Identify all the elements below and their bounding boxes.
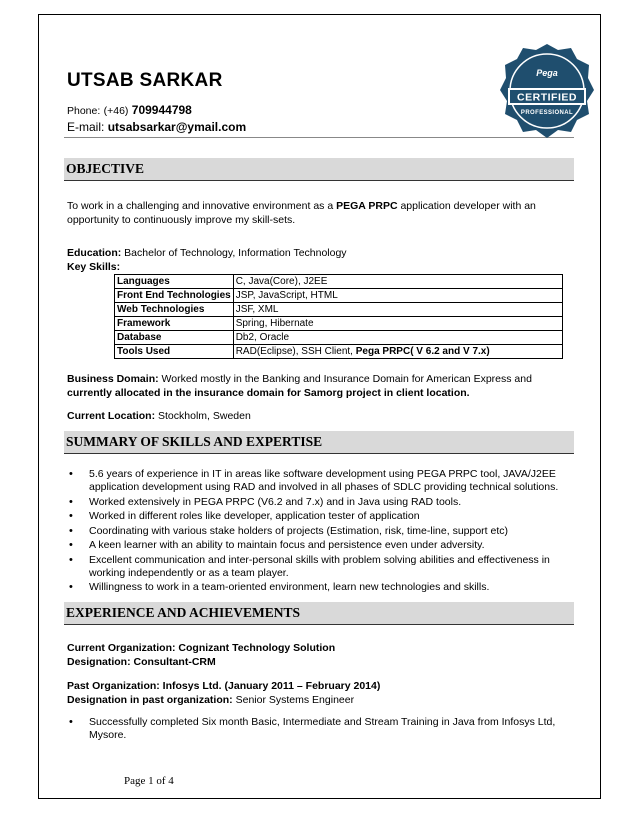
skill-value: JSP, JavaScript, HTML — [233, 289, 562, 303]
email-line — [67, 120, 246, 134]
list-item: • Worked extensively in PEGA PRPC (V6.2 and 7.x) and in Java using RAD tools. — [67, 496, 572, 509]
badge-subtitle: PROFESSIONAL — [520, 110, 574, 116]
table-row — [115, 275, 563, 289]
experience-heading: EXPERIENCE AND ACHIEVEMENTS — [64, 602, 574, 625]
phone-line — [67, 103, 192, 117]
table-row — [115, 345, 563, 359]
list-item: • 5.6 years of experience in IT in areas like software development using PEGA PRPC tool, JAVA/J2EE application development using RAD and involved in all phases of SDLC providing technical solutions. — [67, 468, 572, 494]
skill-value: Spring, Hibernate — [233, 317, 562, 331]
experience-list — [67, 716, 572, 744]
past-organization: Past Organization: Infosys Ltd. (January 2011 – February 2014) — [67, 680, 381, 692]
list-item: • Worked in different roles like developer, application tester of application — [67, 510, 572, 523]
skill-value: Db2, Oracle — [233, 331, 562, 345]
skill-key: Tools Used — [115, 345, 234, 359]
skill-key: Database — [115, 331, 234, 345]
business-domain: Business Domain: Worked mostly in the Banking and Insurance Domain for American Express and currently allocated in the insurance domain for Samorg project in client location. — [67, 373, 532, 399]
list-item: • Successfully completed Six month Basic, Intermediate and Stream Training in Java from Infosys Ltd, Mysore. — [67, 716, 572, 742]
key-skills-table — [114, 274, 563, 359]
phone-label: Phone: — [67, 105, 101, 117]
current-location: Current Location: Stockholm, Sweden — [67, 410, 251, 422]
key-skills-label: Key Skills: — [67, 261, 121, 273]
education-value: Bachelor of Technology, Information Technology — [121, 247, 347, 259]
list-item: • A keen learner with an ability to maintain focus and persistence even under adversity. — [67, 539, 572, 552]
objective-text: To work in a challenging and innovative environment as a PEGA PRPC application developer with an opportunity to continuously improve my skill-sets. — [67, 200, 536, 226]
email-label: E-mail: — [67, 120, 105, 134]
badge-brand: Pega — [536, 68, 558, 78]
skill-value: JSF, XML — [233, 303, 562, 317]
education-label: Education: — [67, 247, 122, 259]
education-line — [67, 246, 567, 260]
pega-certified-badge — [498, 42, 596, 146]
page-number: Page 1 of 4 — [124, 775, 174, 787]
summary-heading: SUMMARY OF SKILLS AND EXPERTISE — [64, 431, 574, 454]
table-row — [115, 317, 563, 331]
table-row — [115, 289, 563, 303]
list-item: • Willingness to work in a team-oriented environment, learn new technologies and skills. — [67, 581, 572, 594]
candidate-name: UTSAB SARKAR — [67, 70, 223, 91]
current-organization: Current Organization: Cognizant Technology Solution — [67, 642, 336, 654]
table-row — [115, 303, 563, 317]
objective-heading: OBJECTIVE — [64, 158, 574, 181]
past-designation: Designation in past organization: Senior Systems Engineer — [67, 694, 355, 706]
table-row — [115, 331, 563, 345]
skill-key: Web Technologies — [115, 303, 234, 317]
skill-key: Framework — [115, 317, 234, 331]
certified-seal-icon — [498, 42, 596, 146]
email-address: utsabsarkar@ymail.com — [107, 120, 247, 134]
current-designation: Designation: Consultant-CRM — [67, 656, 216, 668]
phone-number: 709944798 — [131, 103, 192, 117]
skill-key: Languages — [115, 275, 234, 289]
phone-prefix: (+46) — [103, 105, 129, 117]
badge-title: CERTIFIED — [517, 91, 577, 104]
list-item: • Excellent communication and inter-personal skills with problem solving abilities and effectiveness in working independently or as a team player. — [67, 554, 572, 580]
skill-value: C, Java(Core), J2EE — [233, 275, 562, 289]
summary-list — [67, 468, 572, 596]
skill-value: RAD(Eclipse), SSH Client, Pega PRPC( V 6.2 and V 7.x) — [233, 345, 562, 359]
list-item: • Coordinating with various stake holders of projects (Estimation, risk, time-line, support etc) — [67, 525, 572, 538]
skill-key: Front End Technologies — [115, 289, 234, 303]
